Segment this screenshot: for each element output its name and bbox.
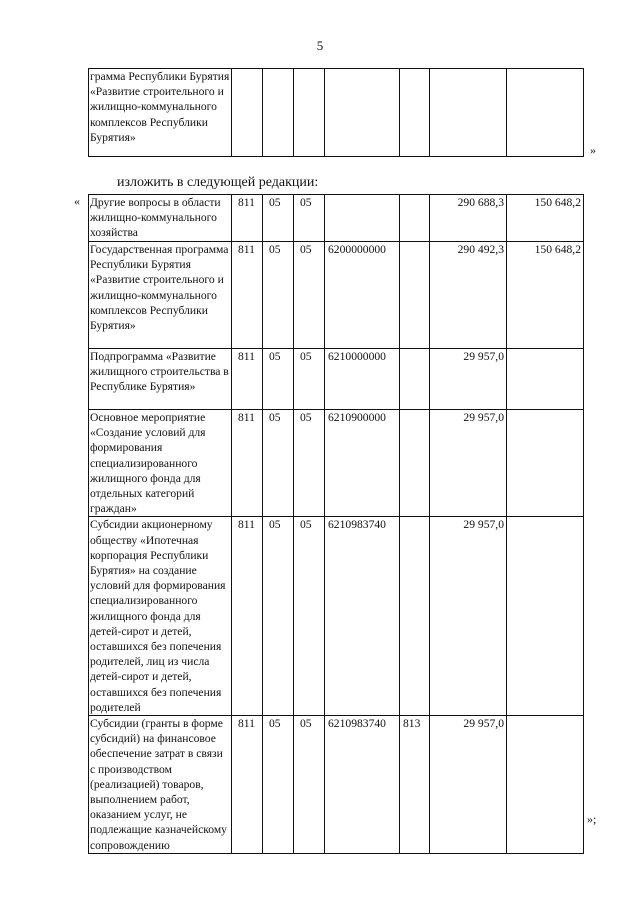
table-row [89, 410, 584, 517]
amount-1-cell: 29 957,0 [430, 517, 507, 716]
type-cell: 813 [400, 716, 430, 854]
subsection-cell: 05 [294, 242, 325, 349]
target-cell: 6210983740 [325, 517, 400, 716]
subsection-cell [294, 69, 325, 157]
instruction-text: изложить в следующей редакции: [117, 175, 319, 190]
type-cell [400, 349, 430, 410]
table-row [89, 716, 584, 854]
type-cell [400, 69, 430, 157]
target-cell [325, 69, 400, 157]
amount-2-cell [507, 410, 584, 517]
amount-2-cell [507, 69, 584, 157]
target-cell: 6210900000 [325, 410, 400, 517]
amount-2-cell [507, 716, 584, 854]
previous-page-table-fragment [88, 68, 584, 157]
target-cell: 6200000000 [325, 242, 400, 349]
ministry-cell [232, 69, 263, 157]
row-name-cell: грамма Республики Бурятия «Развитие строительного и жилищно-коммунального комплексов Республики Бурятия» [89, 69, 232, 157]
budget-table [88, 194, 584, 854]
ministry-cell: 811 [232, 349, 263, 410]
target-cell: 6210983740 [325, 716, 400, 854]
row-name-cell: Подпрограмма «Развитие жилищного строительства в Республике Бурятия» [89, 349, 232, 410]
amount-1-cell [430, 69, 507, 157]
type-cell [400, 410, 430, 517]
section-cell: 05 [263, 517, 294, 716]
opening-quote: « [74, 194, 80, 208]
subsection-cell: 05 [294, 195, 325, 242]
amount-2-cell: 150 648,2 [507, 195, 584, 242]
section-cell: 05 [263, 716, 294, 854]
table-row [89, 349, 584, 410]
type-cell [400, 242, 430, 349]
table-row [89, 242, 584, 349]
row-name-cell: Субсидии (гранты в форме субсидий) на финансовое обеспечение затрат в связи с производством (реализацией) товаров, выполнением работ, оказанием услуг, не подлежащие казначейскому сопровождению [89, 716, 232, 854]
subsection-cell: 05 [294, 410, 325, 517]
closing-quote-bottom: »; [587, 812, 597, 826]
subsection-cell: 05 [294, 517, 325, 716]
section-cell [263, 69, 294, 157]
row-name-cell: Основное мероприятие «Создание условий для формирования специализированного жилищного фонда для отдельных категорий граждан» [89, 410, 232, 517]
subsection-cell: 05 [294, 349, 325, 410]
amount-1-cell: 290 492,3 [430, 242, 507, 349]
closing-quote-top: » [590, 143, 596, 157]
amount-1-cell: 29 957,0 [430, 716, 507, 854]
target-cell: 6210000000 [325, 349, 400, 410]
amount-1-cell: 29 957,0 [430, 410, 507, 517]
section-cell: 05 [263, 410, 294, 517]
amount-2-cell: 150 648,2 [507, 242, 584, 349]
page-number: 5 [316, 38, 324, 53]
table-row [89, 69, 584, 157]
ministry-cell: 811 [232, 195, 263, 242]
type-cell [400, 195, 430, 242]
amount-1-cell: 290 688,3 [430, 195, 507, 242]
table-row [89, 517, 584, 716]
amount-1-cell: 29 957,0 [430, 349, 507, 410]
target-cell [325, 195, 400, 242]
row-name-cell: Субсидии акционерному обществу «Ипотечная корпорация Республики Бурятия» на создание условий для формирования специализированного жилищного фонда для детей-сирот и детей, оставшихся без попечения родителей, лиц из числа детей-сирот и детей, оставшихся без попечения родителей [89, 517, 232, 716]
amount-2-cell [507, 517, 584, 716]
section-cell: 05 [263, 195, 294, 242]
subsection-cell: 05 [294, 716, 325, 854]
section-cell: 05 [263, 242, 294, 349]
type-cell [400, 517, 430, 716]
table-row [89, 195, 584, 242]
amount-2-cell [507, 349, 584, 410]
section-cell: 05 [263, 349, 294, 410]
ministry-cell: 811 [232, 716, 263, 854]
ministry-cell: 811 [232, 410, 263, 517]
ministry-cell: 811 [232, 242, 263, 349]
row-name-cell: Другие вопросы в области жилищно-коммунального хозяйства [89, 195, 232, 242]
row-name-cell: Государственная программа Республики Бурятия «Развитие строительного и жилищно-коммунального комплексов Республики Бурятия» [89, 242, 232, 349]
ministry-cell: 811 [232, 517, 263, 716]
